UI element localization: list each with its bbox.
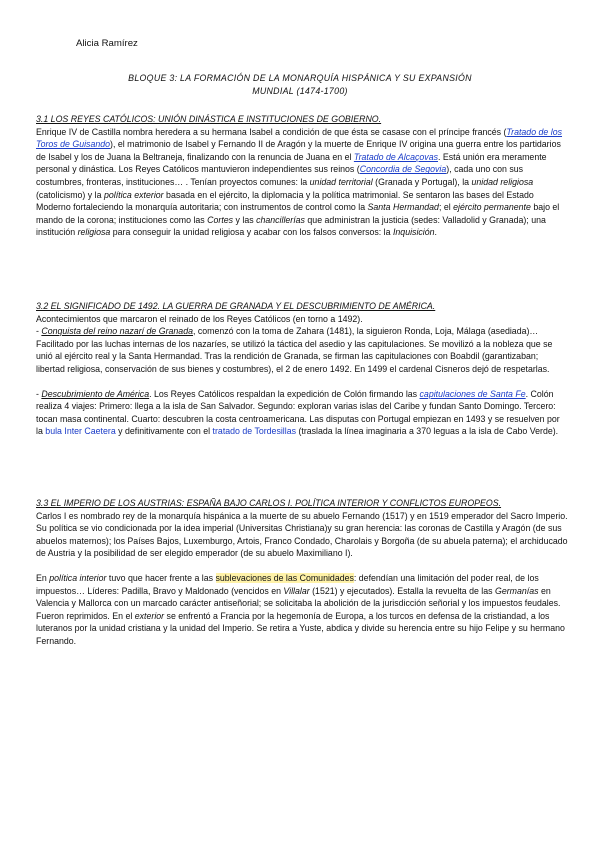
section-paragraph: Enrique IV de Castilla nombra heredera a su hermana Isabel a condición de que ésta se casase con el príncipe francés (Tratado de los Toros de Guisando), el matrimonio de Isabel y Fernando II de Aragón y la muerte de Enrique IV origina una guerra entre los partidarios de Isabel y los de Juana la Beltraneja, finalizando con la renuncia de Juana en el Tratado de Alcaçovas. Está unión era meramente personal y dinástica. Los Reyes Católicos mantuvieron independientes sus reinos (Concordia de Segovia), cada uno con sus costumbres, fronteras, instituciones… . Tenían proyectos comunes: la unidad territorial (Granada y Portugal), la unidad religiosa (catolicismo) y la política exterior basada en el ejército, la diplomacia y la política matrimonial. Se sentaron las bases del Estado Moderno fortaleciendo la monarquía autoritaria; con instrumentos de control como la Santa Hermandad; el ejército permanente bajo el mando de la corona; instituciones como las Cortes y las chancillerías que administran la justicia (sedes: Valladolid y Granada); una institución religiosa para conseguir la unidad religiosa y acabar con los falsos conversos: la Inquisición. xyxy=(36,126,563,238)
section-intro: Acontecimientos que marcaron el reinado de los Reyes Católicos (en torno a 1492). xyxy=(36,313,363,324)
document-title xyxy=(60,72,540,98)
author-name: Alicia Ramírez xyxy=(76,38,138,49)
section-3-2 xyxy=(36,300,568,438)
subheading-granada: Conquista del reino nazarí de Granada xyxy=(41,326,193,337)
subheading-america: Descubrimiento de América xyxy=(41,388,150,399)
section-paragraph-america: - Descubrimiento de América. Los Reyes Católicos respaldan la expedición de Colón firmando las capitulaciones de Santa Fe. Colón realiza 4 viajes: Primero: llega a la isla de San Salvador. Segundo: exploran varias islas del Caribe y fundan Santo Domingo. Tercero: tocan masa continental. Cuarto: descubren la costa centroamericana. Las disputas con Portugal empiezan en 1493 y se resuelven por la bula Inter Caetera y definitivamente con el tratado de Tordesillas (traslada la línea imaginaria a 370 leguas a la isla de Cabo Verde). xyxy=(36,388,560,437)
link-tordesillas[interactable]: tratado de Tordesillas xyxy=(212,426,297,437)
link-bula-inter-caetera[interactable]: bula Inter Caetera xyxy=(45,426,116,437)
section-paragraph-herencia: Carlos I es nombrado rey de la monarquía hispánica a la muerte de su abuelo Fernando (1517) y en 1519 emperador del Sacro Imperio. Su política se vio condicionada por la idea imperial (Universitas Christiana)y su gran herencia: las coronas de Castilla y Aragón (de sus abuelos maternos); los Países Bajos, Luxemburgo, Artois, Franco Condado, Charolais y Borgoña (de su abuela paterna); el archiducado de Austria y la posibilidad de ser elegido emperador (de su abuelo Maximiliano I). xyxy=(36,510,568,559)
section-heading: 3.1 LOS REYES CATÓLICOS: UNIÓN DINÁSTICA E INSTITUCIONES DE GOBIERNO. xyxy=(36,114,382,124)
title-line-2: MUNDIAL (1474-1700) xyxy=(252,86,348,96)
link-concordia-segovia[interactable]: Concordia de Segovia xyxy=(359,164,447,175)
section-paragraph-granada: - Conquista del reino nazarí de Granada, comenzó con la toma de Zahara (1481), la siguieron Ronda, Loja, Málaga (asediada)… Facilitado por las luchas internas de los nazaríes, se utilizó la táctica del asedio y las capitulaciones. Se movilizó a la nobleza que se unió al ejército real y la Santa Hermandad. Tras la rendición de Granada, se firman las capitulaciones con Boabdil (garantizaban; libertad religiosa, conservación de sus bienes y costumbres), el 2 de enero 1492. En 1499 el cardenal Cisneros dejó de respetarlas. xyxy=(36,326,553,374)
link-toros-guisando[interactable]: Tratado de los Toros de Guisando xyxy=(36,126,563,150)
link-alcacovas[interactable]: Tratado de Alcaçovas xyxy=(353,151,438,162)
section-3-1 xyxy=(36,113,568,239)
section-heading: 3.3 EL IMPERIO DE LOS AUSTRIAS: ESPAÑA BAJO CARLOS I. POLÍTICA INTERIOR Y CONFLICTOS EUROPEOS. xyxy=(36,498,502,508)
link-capitulaciones[interactable]: capitulaciones de Santa Fe xyxy=(419,388,526,399)
section-paragraph-politica: En política interior tuvo que hacer frente a las sublevaciones de las Comunidades: defendían una limitación del poder real, de los impuestos… Líderes: Padilla, Bravo y Maldonado (vencidos en Villalar (1521) y ejecutados). Estalla la revuelta de las Germanías en Valencia y Mallorca con un marcado carácter antiseñorial; se solicitaba la abolición de la jurisdicción señorial y los impuestos feudales. Fueron reprimidos. En el exterior se enfrentó a Francia por la hegemonía de Europa, a los turcos en defensa de la cristiandad, a los luteranos por la unidad cristiana y la unidad del Imperio. Se retira a Yuste, abdica y divide su herencia entre su hijo Felipe y su hermano Fernando. xyxy=(36,572,565,646)
section-heading: 3.2 EL SIGNIFICADO DE 1492. LA GUERRA DE GRANADA Y EL DESCUBRIMIENTO DE AMÉRICA. xyxy=(36,301,436,311)
title-line-1: BLOQUE 3: LA FORMACIÓN DE LA MONARQUÍA HISPÁNICA Y SU EXPANSIÓN xyxy=(128,73,472,83)
highlight-comunidades: sublevaciones de las Comunidades xyxy=(215,572,354,583)
section-3-3 xyxy=(36,497,568,648)
